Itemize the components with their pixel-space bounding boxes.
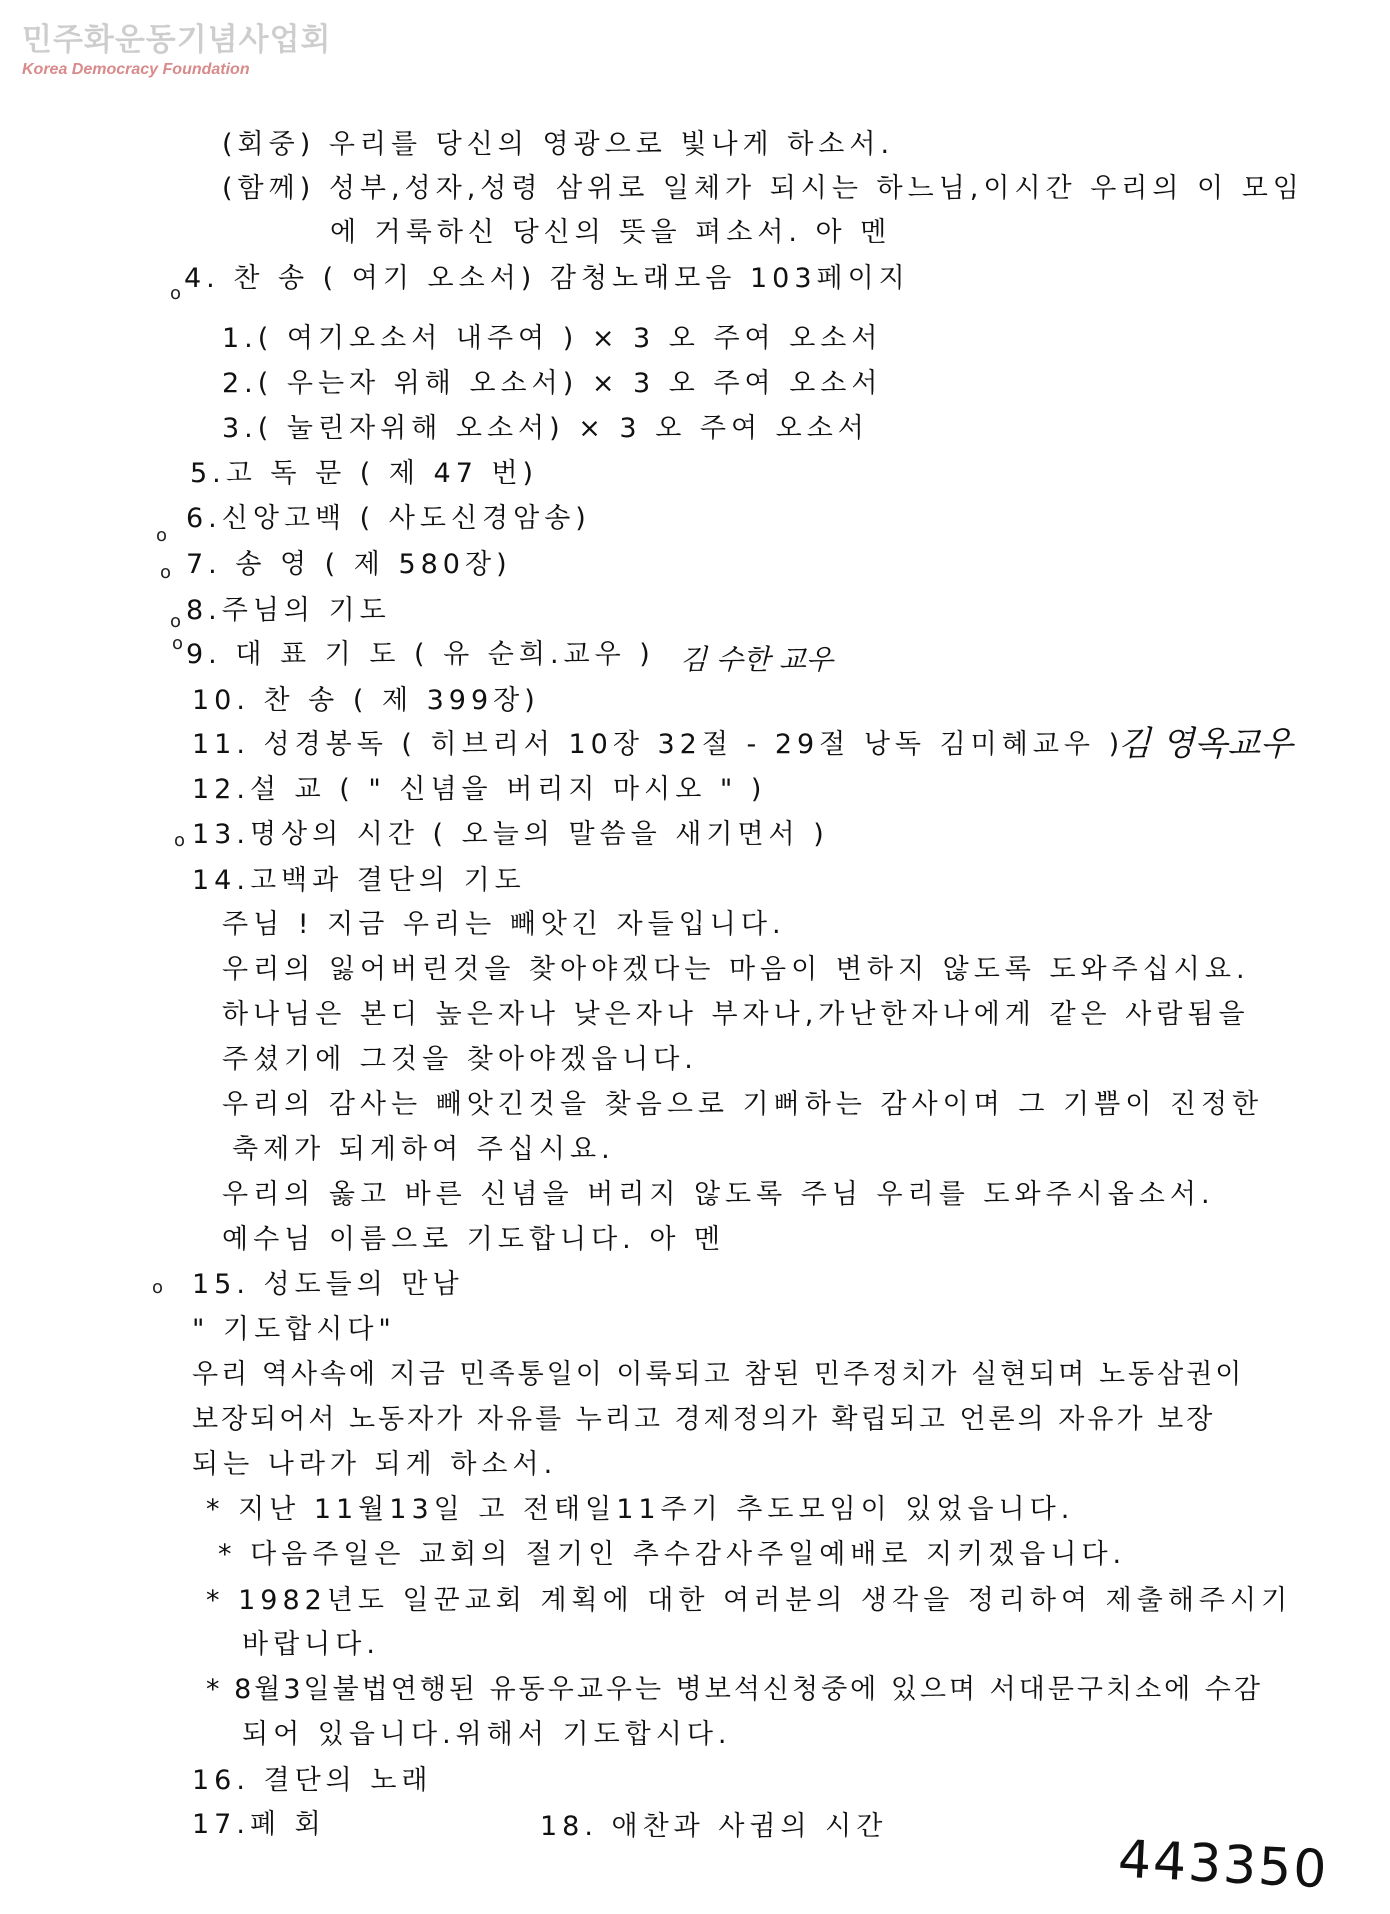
doc-line: 12.설 교 ( " 신념을 버리지 마시오 " ) (192, 774, 767, 805)
doc-line: 7. 송 영 ( 제 580장) (186, 549, 512, 580)
doc-line: (함께) 성부,성자,성령 삼위로 일체가 되시는 하느님,이시간 우리의 이 모임 (222, 173, 1304, 204)
handwritten-note: 김 수한 교우 (680, 643, 834, 676)
watermark-english: Korea Democracy Foundation (22, 61, 250, 78)
margin-mark: o (156, 525, 168, 546)
doc-line: 15. 성도들의 만남 (192, 1269, 464, 1300)
doc-line: 9. 대 표 기 도 ( 유 순희.교우 ) (186, 639, 655, 670)
doc-line: 2.( 우는자 위해 오소서) × 3 오 주여 오소서 (222, 368, 883, 399)
doc-line: 보장되어서 노동자가 자유를 누리고 경제정의가 확립되고 언론의 자유가 보장 (192, 1404, 1216, 1435)
doc-line: 축제가 되게하여 주십시요. (232, 1134, 615, 1165)
doc-line: * 1982년도 일꾼교회 계획에 대한 여러분의 생각을 정리하여 제출해주시기 (206, 1585, 1293, 1616)
doc-line: 10. 찬 송 ( 제 399장) (192, 685, 540, 716)
doc-line: 17.폐 회 (192, 1809, 326, 1840)
doc-line: 8.주님의 기도 (186, 595, 391, 626)
doc-line: 우리의 감사는 빼앗긴것을 찾음으로 기뻐하는 감사이며 그 기쁨이 진정한 (222, 1089, 1264, 1120)
doc-line: 예수님 이름으로 기도합니다. 아 멘 (222, 1224, 726, 1255)
doc-line: 우리 역사속에 지금 민족통일이 이룩되고 참된 민주정치가 실현되며 노동삼권이 (192, 1359, 1245, 1390)
doc-line: (회중) 우리를 당신의 영광으로 빛나게 하소서. (222, 129, 895, 160)
doc-line: 에 거룩하신 당신의 뜻을 펴소서. 아 멘 (330, 217, 892, 248)
doc-line: 우리의 잃어버린것을 찾아야겠다는 마음이 변하지 않도록 도와주십시요. (222, 954, 1250, 985)
doc-line: 3.( 눌린자위해 오소서) × 3 오 주여 오소서 (222, 413, 869, 444)
doc-line: * 8월3일불법연행된 유동우교우는 병보석신청중에 있으며 서대문구치소에 수감 (206, 1674, 1263, 1705)
doc-line: 하나님은 본디 높은자나 낮은자나 부자나,가난한자나에게 같은 사람됨을 (222, 999, 1250, 1030)
doc-line: 14.고백과 결단의 기도 (192, 865, 526, 896)
doc-line: * 다음주일은 교회의 절기인 추수감사주일예배로 지키겠읍니다. (218, 1539, 1127, 1570)
doc-line: 11. 성경봉독 ( 히브리서 10장 32절 - 29절 낭독 김미혜교우 ) (192, 729, 1125, 760)
doc-line: 5.고 독 문 ( 제 47 번) (190, 458, 539, 489)
margin-mark: o (170, 283, 182, 304)
doc-line: 4. 찬 송 ( 여기 오소서) 감청노래모음 103페이지 (184, 263, 910, 294)
document-number: 443350 (1116, 1829, 1330, 1901)
doc-line: 우리의 옳고 바른 신념을 버리지 않도록 주님 우리를 도와주시옵소서. (222, 1179, 1215, 1210)
margin-mark: o (172, 633, 184, 654)
doc-line: " 기도합시다" (192, 1314, 396, 1345)
watermark-korean: 민주화운동기념사업회 (22, 22, 332, 58)
doc-line: 되어 있읍니다.위해서 기도합시다. (242, 1719, 732, 1750)
doc-line: 바랍니다. (242, 1629, 380, 1660)
margin-mark: o (152, 1277, 164, 1298)
doc-line: 13.명상의 시간 ( 오늘의 말씀을 새기면서 ) (192, 819, 829, 850)
doc-line: 주셨기에 그것을 찾아야겠읍니다. (222, 1044, 698, 1075)
doc-line: 18. 애찬과 사귐의 시간 (540, 1811, 888, 1842)
doc-line: 16. 결단의 노래 (192, 1765, 433, 1796)
doc-line: 되는 나라가 되게 하소서. (192, 1449, 558, 1480)
handwritten-note: 김 영옥교우 (1118, 724, 1294, 764)
margin-mark: o (170, 611, 182, 632)
doc-line: * 지난 11월13일 고 전태일11주기 추도모임이 있었읍니다. (206, 1494, 1075, 1525)
doc-line: 주님 ! 지금 우리는 빼앗긴 자들입니다. (222, 909, 786, 940)
margin-mark: o (160, 562, 172, 583)
doc-line: 1.( 여기오소서 내주여 ) × 3 오 주여 오소서 (222, 323, 883, 354)
doc-line: 6.신앙고백 ( 사도신경암송) (186, 503, 591, 534)
margin-mark: o (174, 830, 186, 851)
